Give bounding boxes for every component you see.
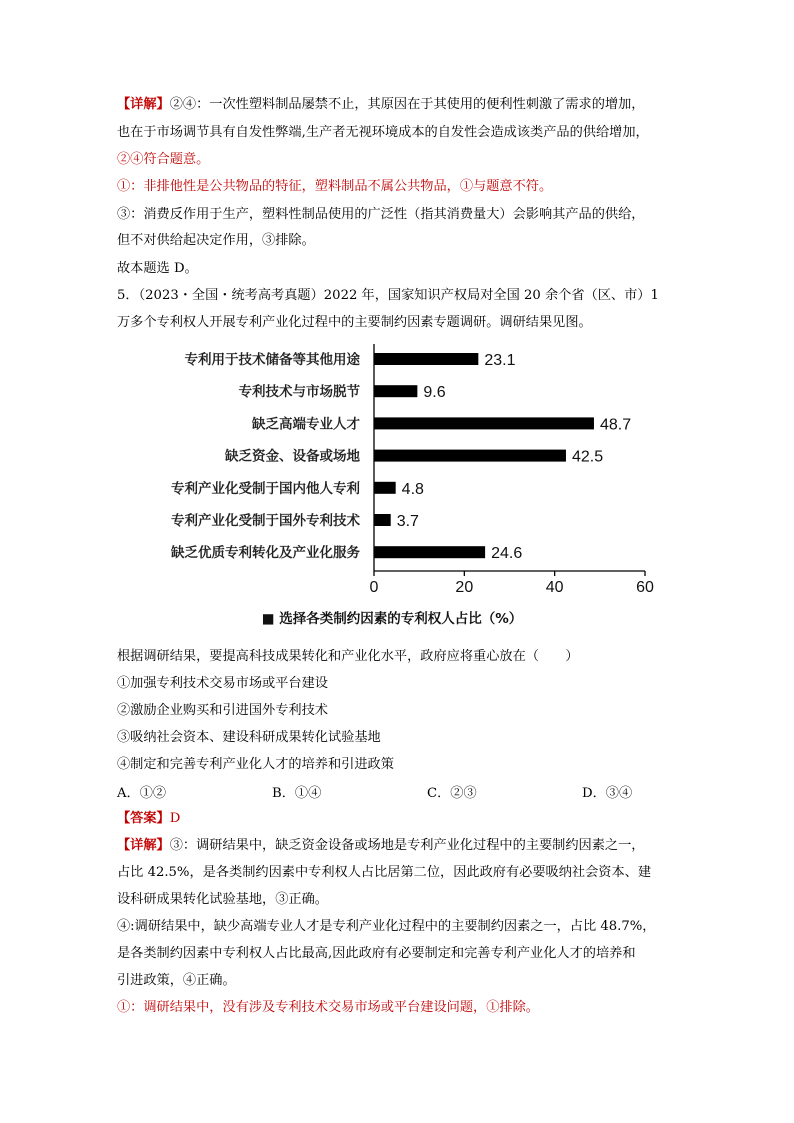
bar	[374, 417, 594, 429]
x-tick-label: 0	[369, 579, 379, 596]
value-label: 24.6	[491, 545, 523, 563]
detail-line-2: 占比 42.5%，是各类制约因素中专利权人占比居第二位，因此政府有必要吸纳社会资本、建	[117, 865, 652, 880]
choice-b: B．①④	[272, 786, 322, 801]
bar	[374, 514, 391, 526]
bar	[374, 353, 478, 365]
choice-c: C．②③	[427, 786, 477, 801]
detail-line-3: 设科研成果转化试验基地，③正确。	[117, 892, 328, 907]
question-source: （2023・全国・统考高考真题）	[138, 288, 324, 303]
category-label: 缺乏高端专业人才	[252, 416, 360, 433]
bar	[374, 482, 396, 494]
bar	[374, 546, 485, 558]
detail-line-4: ④:调研结果中，缺少高端专业人才是专利产业化过程中的主要制约因素之一，占比 48.7%，	[117, 919, 656, 934]
category-label: 缺乏优质专利转化及产业化服务	[171, 545, 360, 562]
bar-chart-svg	[120, 338, 680, 638]
analysis-line-3: ②④符合题意。	[117, 152, 210, 167]
question-number: 5．	[117, 288, 139, 303]
value-label: 48.7	[599, 416, 632, 434]
choice-a: A．①②	[117, 786, 167, 801]
question-5-stem-line-1	[117, 286, 692, 306]
analysis-text-1: ②④：一次性塑料制品屡禁不止，其原因在于其使用的便利性刺激了需求的增加，	[169, 97, 645, 112]
category-label: 专利产业化受制于国内他人专利	[171, 480, 360, 497]
choice-d: D．③④	[582, 786, 633, 801]
question-prompt: 根据调研结果，要提高科技成果转化和产业化水平，政府应将重心放在（ ）	[117, 649, 579, 664]
question-stem-1: 2022 年，国家知识产权局对全国 20 余个省（区、市）1	[323, 288, 659, 303]
x-tick-label: 20	[455, 579, 474, 596]
bar-chart	[120, 338, 680, 638]
analysis-line-7: 故本题选 D。	[117, 261, 198, 276]
question-item-3: ③吸纳社会资本、建设科研成果转化试验基地	[117, 730, 381, 745]
value-label: 3.7	[396, 513, 419, 530]
detail-line-7: ①：调研结果中，没有涉及专利技术交易市场或平台建设问题，①排除。	[117, 1000, 539, 1015]
analysis-line-6: 但不对供给起决定作用，③排除。	[117, 233, 315, 248]
analysis-line-2: 也在于市场调节具有自发性弊端,生产者无视环境成本的自发性会造成该类产品的供给增加，	[117, 125, 649, 140]
detail-text-1: ③：调研结果中，缺乏资金设备或场地是专利产业化过程中的主要制约因素之一，	[169, 838, 645, 853]
detail-line-1	[117, 836, 692, 856]
bar	[374, 385, 417, 397]
bar	[374, 450, 566, 462]
category-label: 专利技术与市场脱节	[238, 384, 360, 401]
answer-line	[117, 809, 692, 829]
value-label: 4.8	[401, 480, 424, 498]
category-label: 专利产业化受制于国外专利技术	[171, 513, 360, 529]
analysis-line-4: ①：非排他性是公共物品的特征，塑料制品不属公共物品，①与题意不符。	[117, 179, 553, 194]
answer-choices	[117, 782, 697, 804]
category-label: 缺乏资金、设备或场地	[225, 448, 360, 465]
detail-tag: 【详解】	[117, 838, 170, 853]
question-item-4: ④制定和完善专利产业化人才的培养和引进政策	[117, 757, 394, 772]
detail-line-5: 是各类制约因素中专利权人占比最高,因此政府有必要制定和完善专利产业化人才的培养和	[117, 946, 636, 961]
x-tick-label: 40	[545, 579, 564, 596]
analysis-line-5: ③：消费反作用于生产，塑料性制品使用的广泛性（指其消费量大）会影响其产品的供给，	[117, 207, 645, 222]
answer-value: D	[169, 811, 181, 826]
question-item-2: ②激励企业购买和引进国外专利技术	[117, 703, 328, 718]
question-5-stem-line-2: 万多个专利权人开展专利产业化过程中的主要制约因素专题调研。调研结果见图。	[117, 315, 592, 330]
analysis-line-1	[117, 95, 692, 115]
x-tick-label: 60	[636, 579, 654, 596]
value-label: 9.6	[423, 384, 446, 402]
analysis-tag: 【详解】	[117, 97, 170, 112]
question-item-1: ①加强专利技术交易市场或平台建设	[117, 676, 328, 691]
detail-line-6: 引进政策，④正确。	[117, 973, 236, 988]
value-label: 42.5	[571, 448, 604, 466]
value-label: 23.1	[484, 352, 516, 369]
category-label: 专利用于技术储备等其他用途	[184, 352, 360, 368]
answer-tag: 【答案】	[117, 811, 170, 826]
chart-legend: ■ 选择各类制约因素的专利权人占比（%）	[261, 611, 523, 627]
